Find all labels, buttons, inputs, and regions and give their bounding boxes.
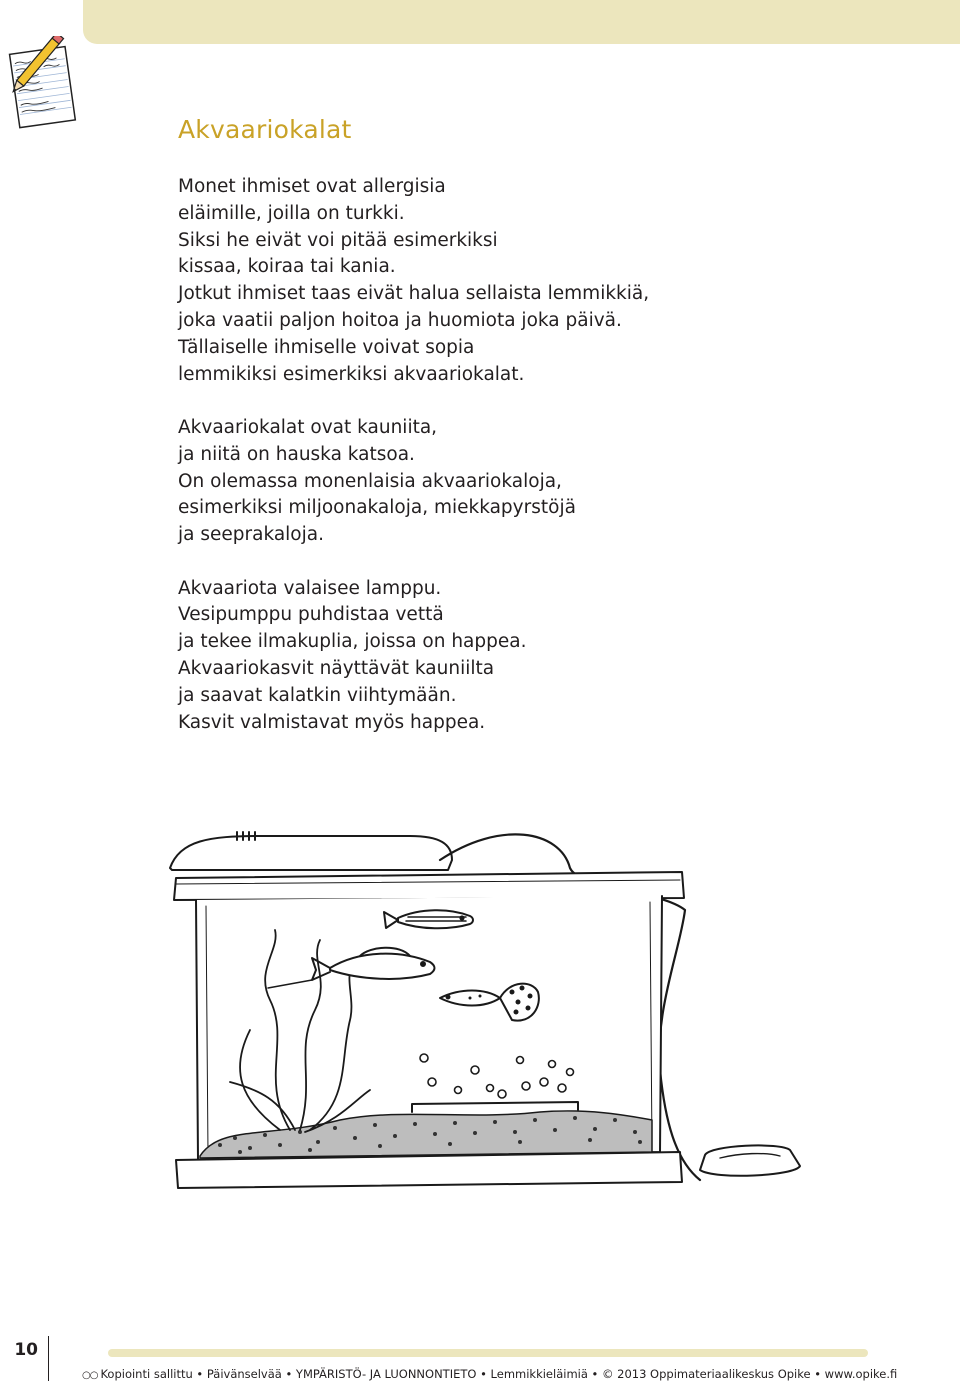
- page-number: 10: [14, 1340, 38, 1360]
- lamp-cover: [170, 836, 452, 870]
- text-line: Kasvit valmistavat myös happea.: [178, 711, 486, 733]
- body-text: [178, 174, 878, 763]
- text-line: Monet ihmiset ovat allergisia: [178, 176, 446, 197]
- page-number-divider: [48, 1336, 49, 1381]
- text-line: ja niitä on hauska katsoa.: [178, 443, 415, 465]
- page-title: Akvaariokalat: [178, 115, 352, 144]
- text-line: Siksi he eivät voi pitää esimerkiksi: [178, 229, 498, 251]
- text-line: Jotkut ihmiset taas eivät halua sellaista lemmikkiä,: [178, 283, 650, 305]
- footer-circles: ○○: [82, 1370, 98, 1381]
- text-line: Akvaariokasvit näyttävät kauniilta: [178, 657, 495, 679]
- text-line: lemmikiksi esimerkiksi akvaariokalat.: [178, 363, 525, 385]
- paragraph: [178, 174, 878, 388]
- footer-copyright: Kopiointi sallittu • Päivänselvää • YMPÄRISTÖ- JA LUONNONTIETO • Lemmikkieläimiä • © 2013 Oppimateriaalikeskus Opike • www.opike.fi: [100, 1367, 898, 1381]
- text-line: On olemassa monenlaisia akvaariokaloja,: [178, 470, 562, 492]
- text-line: eläimille, joilla on turkki.: [178, 202, 405, 224]
- text-line: Vesipumppu puhdistaa vettä: [178, 604, 444, 626]
- paragraph: [178, 415, 878, 549]
- text-line: ja tekee ilmakuplia, joissa on happea.: [178, 631, 527, 653]
- paragraph: [178, 576, 878, 737]
- text-line: ja saavat kalatkin viihtymään.: [178, 684, 457, 706]
- text-line: esimerkiksi miljoonakaloja, miekkapyrstöjä: [178, 497, 576, 519]
- notepad-pencil-icon: [4, 36, 82, 132]
- air-pump-icon: [700, 1145, 800, 1175]
- text-line: joka vaatii paljon hoitoa ja huomiota joka päivä.: [178, 309, 622, 331]
- aquarium-top-frame: [174, 872, 684, 900]
- text-line: ja seeprakaloja.: [178, 524, 324, 546]
- text-line: Akvaariokalat ovat kauniita,: [178, 416, 438, 438]
- footer-band: [108, 1349, 868, 1357]
- text-line: Tällaiselle ihmiselle voivat sopia: [178, 336, 475, 358]
- text-line: kissaa, koiraa tai kania.: [178, 256, 396, 278]
- text-line: Akvaariota valaisee lamppu.: [178, 577, 442, 599]
- aquarium-illustration: [140, 820, 820, 1220]
- header-band: [83, 0, 960, 44]
